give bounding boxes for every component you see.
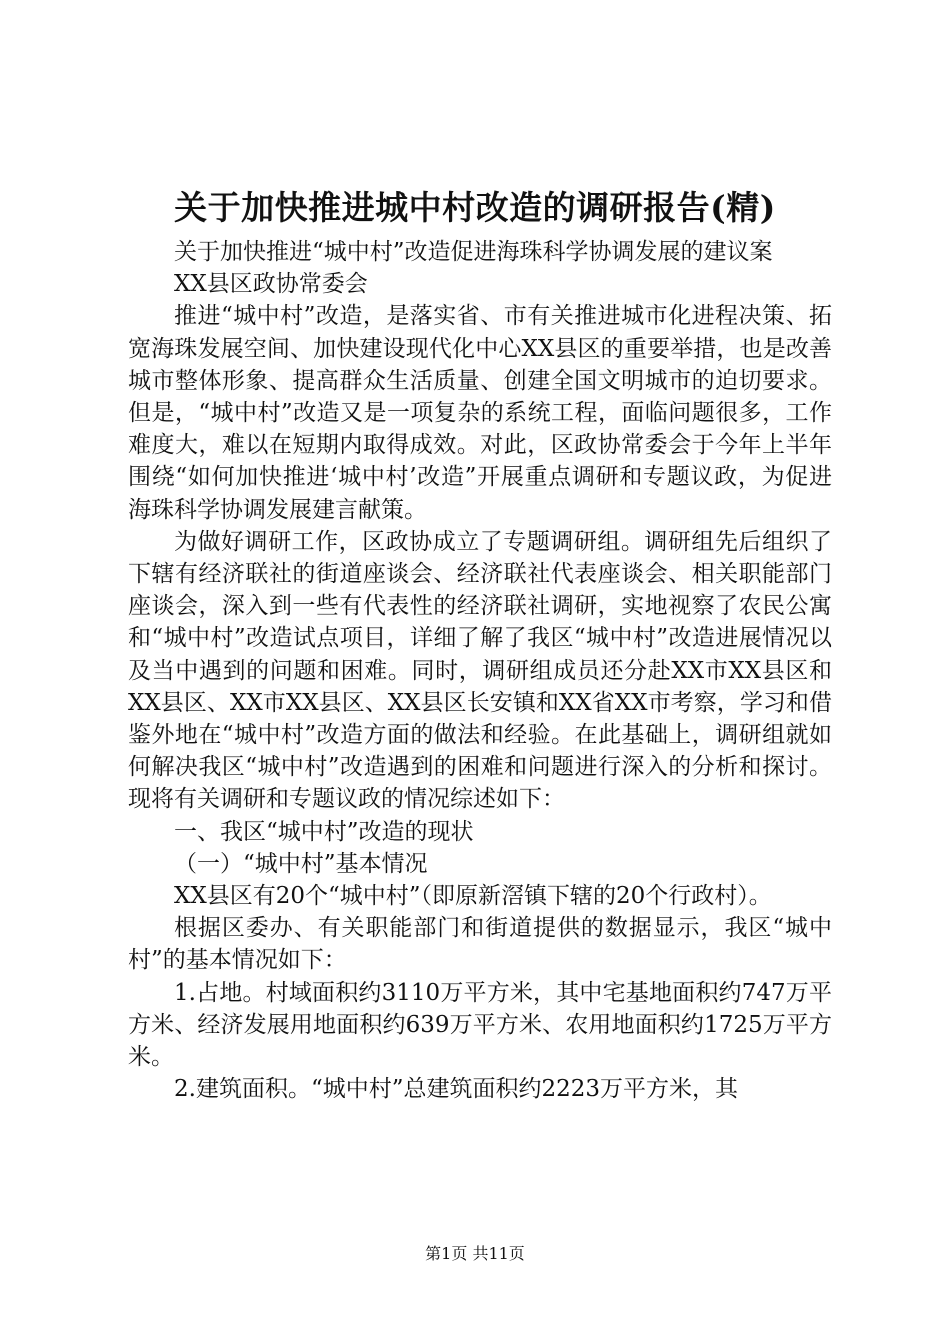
paragraph: 为做好调研工作，区政协成立了专题调研组。调研组先后组织了下辖有经济联社的街道座谈会、经济联社代表座谈会、相关职能部门座谈会，深入到一些有代表性的经济联社调研，实地视察了农民公寓和“城中村”改造试点项目，详细了解了我区“城中村”改造进展情况以及当中遇到的问题和困难。同时，调研组成员还分赴XX市XX县区和XX县区、XX市XX县区、XX县区长安镇和XX省XX市考察，学习和借鉴外地在“城中村”改造方面的做法和经验。在此基础上，调研组就如何解决我区“城中村”改造遇到的困难和问题进行深入的分析和探讨。现将有关调研和专题议政的情况综述如下： bbox=[128, 528, 832, 813]
paragraph: 推进“城中村”改造，是落实省、市有关推进城市化进程决策、拓宽海珠发展空间、加快建设现代化中心XX县区的重要举措，也是改善城市整体形象、提高群众生活质量、创建全国文明城市的迫切要求。但是，“城中村”改造又是一项复杂的系统工程，面临问题很多，工作难度大，难以在短期内取得成效。对此，区政协常委会于今年上半年围绕“如何加快推进‘城中村’改造”开展重点调研和专题议政，为促进海珠科学协调发展建言献策。 bbox=[128, 303, 832, 523]
paragraph: XX县区政协常委会 bbox=[174, 271, 368, 298]
page-footer: 第1页 共11页 bbox=[425, 1244, 525, 1263]
page-title: 关于加快推进城中村改造的调研报告(精) bbox=[174, 188, 776, 227]
paragraph: 关于加快推进“城中村”改造促进海珠科学协调发展的建议案 bbox=[174, 239, 773, 265]
paragraph: 一、我区“城中村”改造的现状 bbox=[174, 818, 474, 845]
document-body bbox=[128, 236, 832, 1105]
paragraph: XX县区有20个“城中村”（即原新滘镇下辖的20个行政村）。 bbox=[174, 883, 772, 910]
paragraph: 根据区委办、有关职能部门和街道提供的数据显示，我区“城中村”的基本情况如下： bbox=[128, 915, 832, 974]
paragraph: 1.占地。村域面积约3110万平方米，其中宅基地面积约747万平方米、经济发展用地面积约639万平方米、农用地面积约1725万平方米。 bbox=[128, 979, 832, 1071]
paragraph: （一）“城中村”基本情况 bbox=[174, 850, 428, 877]
paragraph: 2.建筑面积。“城中村”总建筑面积约2223万平方米，其 bbox=[174, 1076, 738, 1103]
